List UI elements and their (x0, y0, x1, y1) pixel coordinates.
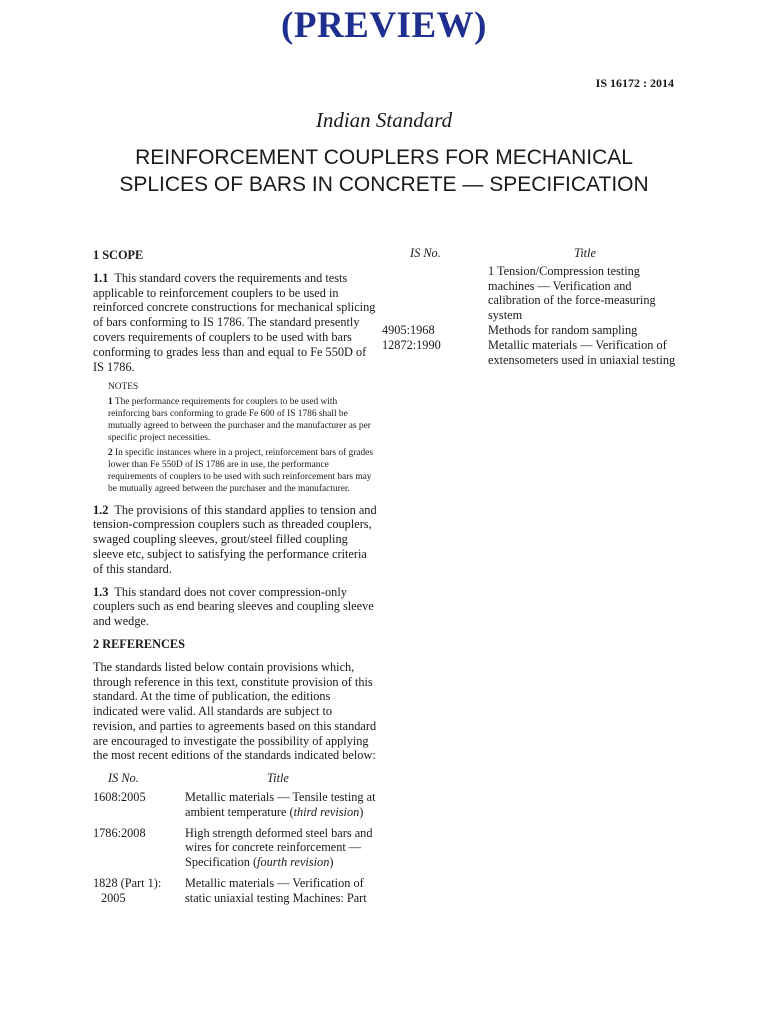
clause-number: 1.1 (93, 270, 109, 285)
clause-text: The provisions of this standard applies to tension and tension-compression couplers such as threaded couplers, swaged coupling sleeves, grout/steel filled coupling sleeve etc, subject to satisfying the performance criteria of this standard. (93, 502, 377, 576)
ref-row (382, 264, 682, 323)
scope-para-1 (93, 271, 377, 375)
ref-no (93, 876, 185, 906)
ref-row (93, 876, 377, 906)
note-1 (108, 397, 377, 445)
notes-block (108, 382, 377, 495)
ref-row (382, 323, 682, 338)
note-2 (108, 448, 377, 496)
ref-title: 1 Tension/Compression testing machines — Verification and calibration of the force-measuring system (488, 263, 656, 323)
standard-number: IS 16172 : 2014 (595, 76, 674, 90)
ref-no-line-2: 2005 (101, 890, 126, 905)
title-line-2: SPLICES OF BARS IN CONCRETE — SPECIFICATION (119, 173, 649, 196)
ref-title (185, 790, 377, 820)
ref-title: Metallic materials — Verification of static uniaxial testing Machines: Part (185, 876, 367, 905)
document-subtitle: Indian Standard (315, 108, 453, 132)
ref-title: Methods for random sampling (488, 322, 638, 337)
ref-no: 1786:2008 (93, 825, 146, 840)
preview-banner: (PREVIEW) (281, 5, 487, 46)
ref-row (93, 826, 377, 870)
ref-title-close: ) (329, 855, 334, 870)
clause-text: This standard covers the requirements and tests applicable to reinforcement couplers to be used in reinforced concrete constructions for mechanical splicing of bars conforming to IS 1786. The standard presently covers requirements of couplers to be used with bars conforming to grades less than and equal to Fe 550D of IS 1786. (93, 270, 376, 374)
col-is-no: IS No. (108, 771, 139, 786)
scope-heading: 1 SCOPE (93, 248, 144, 262)
col-title: Title (574, 246, 596, 260)
clause-number: 1.2 (93, 502, 109, 517)
clause-number: 1.3 (93, 584, 109, 599)
right-column (382, 246, 682, 367)
left-column (93, 248, 377, 906)
title-line-1: REINFORCEMENT COUPLERS FOR MECHANICAL (135, 146, 633, 169)
ref-edition: third revision (293, 804, 360, 819)
ref-row (93, 790, 377, 820)
note-text: The performance requirements for couplers to be used with reinforcing bars conforming to grade Fe 600 of IS 1786 shall be mutually agreed to between the purchaser and the manufacturer as per specific project necessities. (108, 397, 371, 443)
ref-row (382, 338, 682, 368)
ref-edition: fourth revision (257, 855, 330, 870)
note-number: 1 (108, 397, 113, 408)
references-intro: The standards listed below contain provisions which, through reference in this text, constitute provision of this standard. At the time of publication, the editions indicated were valid. All standards are subject to revision, and parties to agreements based on this standard are encouraged to investigate the possibility of applying the most recent editions of the standards indicated below: (93, 659, 377, 763)
ref-title (185, 826, 377, 870)
ref-title-close: ) (359, 804, 364, 819)
ref-no: 1608:2005 (93, 790, 146, 805)
notes-heading: NOTES (108, 382, 139, 393)
document-title (0, 144, 768, 198)
col-is-no: IS No. (410, 246, 441, 260)
col-title: Title (267, 771, 289, 786)
ref-no-line-1: 1828 (Part 1): (93, 876, 162, 891)
references-heading: 2 REFERENCES (93, 636, 185, 651)
note-text: In specific instances where in a project, reinforcement bars of grades lower than Fe 550D of IS 1786 are in use, the performance requirements of couplers to be used with such reinforcement bars may be mutually agreed between the purchaser and the manufacturer. (108, 447, 373, 494)
ref-title-text: Metallic materials — Tensile testing at ambient temperature ( (185, 790, 376, 819)
ref-table-header (382, 246, 682, 261)
ref-no: 12872:1990 (382, 337, 441, 352)
ref-title: Metallic materials — Verification of extensometers used in uniaxial testing (488, 337, 676, 367)
ref-no: 4905:1968 (382, 322, 435, 337)
ref-no (382, 264, 488, 323)
ref-title-text: High strength deformed steel bars and wires for concrete reinforcement — Specification ( (185, 825, 373, 870)
scope-para-3 (93, 585, 377, 629)
ref-table-header (93, 771, 377, 786)
clause-text: This standard does not cover compression-only couplers such as end bearing sleeves and coupling sleeve and wedge. (93, 584, 374, 629)
note-number: 2 (108, 447, 113, 458)
scope-para-2 (93, 503, 377, 577)
